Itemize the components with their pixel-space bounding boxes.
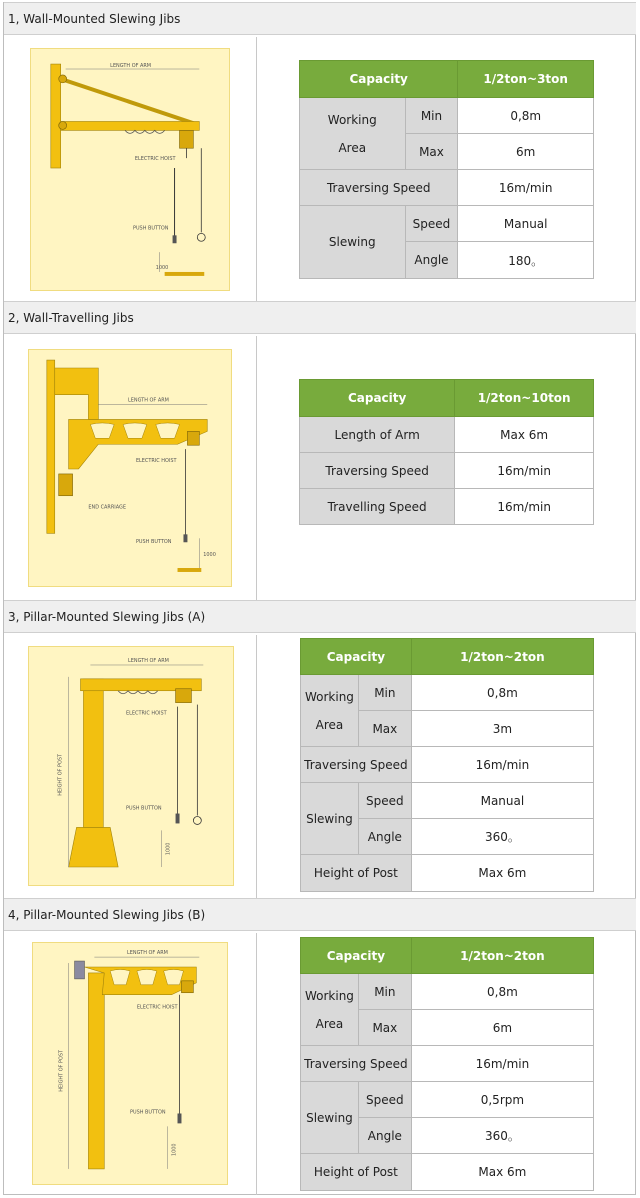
header-capacity: Capacity	[301, 639, 412, 675]
label-length-of-arm: LENGTH OF ARM	[127, 950, 168, 957]
pillar-jib-a-drawing	[29, 647, 233, 885]
label-working-area	[301, 675, 359, 747]
label-travelling-speed: Travelling Speed	[300, 489, 455, 525]
spec-table-wall-travelling	[299, 379, 594, 525]
value-height-of-post: Max 6m	[411, 1154, 593, 1191]
label-working: Working	[304, 689, 354, 704]
label-electric-hoist: ELECTRIC HOIST	[135, 458, 177, 465]
label-min: Min	[358, 675, 411, 711]
label-working-area	[300, 98, 406, 170]
header-capacity: Capacity	[301, 938, 412, 974]
label-electric-hoist: ELECTRIC HOIST	[134, 156, 176, 163]
spec-table-wall-mounted	[299, 60, 594, 279]
diagram-pillar-mounted-jib-a	[28, 646, 234, 886]
diagram-wall-travelling-jib	[28, 349, 232, 587]
label-traversing-speed: Traversing Speed	[300, 453, 455, 489]
label-height-1000: 1000	[203, 552, 216, 559]
label-max: Max	[405, 134, 458, 170]
wall-mounted-jib-drawing	[31, 49, 229, 290]
label-slewing: Slewing	[301, 1082, 359, 1154]
value-angle: 360。	[411, 819, 593, 855]
label-angle: Angle	[405, 242, 458, 279]
value-max: 3m	[411, 711, 593, 747]
value-speed: Manual	[458, 206, 594, 242]
value-min: 0,8m	[458, 98, 594, 134]
header-capacity: Capacity	[300, 61, 458, 98]
label-electric-hoist: ELECTRIC HOIST	[136, 1004, 178, 1011]
label-push-button: PUSH BUTTON	[130, 1109, 166, 1116]
label-area: Area	[315, 717, 344, 732]
label-max: Max	[358, 711, 411, 747]
label-working: Working	[304, 988, 354, 1003]
label-angle: Angle	[358, 1118, 411, 1154]
diagram-pillar-mounted-jib-b	[32, 942, 228, 1185]
label-min: Min	[358, 974, 411, 1010]
label-height-of-post: HEIGHT OF POST	[58, 1049, 65, 1092]
label-length-of-arm: LENGTH OF ARM	[110, 63, 152, 70]
column-divider	[256, 336, 257, 600]
value-max: 6m	[458, 134, 594, 170]
spec-table-pillar-mounted-a	[300, 638, 594, 892]
label-slewing: Slewing	[300, 206, 406, 279]
value-min: 0,8m	[411, 675, 593, 711]
label-traversing-speed: Traversing Speed	[301, 747, 412, 783]
label-speed: Speed	[358, 1082, 411, 1118]
value-angle: 360。	[411, 1118, 593, 1154]
section-title-wall-travelling: 2, Wall-Travelling Jibs	[4, 301, 636, 334]
value-max: 6m	[411, 1010, 593, 1046]
header-capacity-value: 1/2ton~3ton	[458, 61, 594, 98]
label-min: Min	[405, 98, 458, 134]
label-push-button: PUSH BUTTON	[132, 225, 169, 232]
label-angle: Angle	[358, 819, 411, 855]
value-length-of-arm: Max 6m	[455, 417, 594, 453]
header-capacity-value: 1/2ton~2ton	[411, 938, 593, 974]
column-divider	[256, 37, 257, 301]
label-area: Area	[315, 1016, 344, 1031]
label-traversing-speed: Traversing Speed	[301, 1046, 412, 1082]
label-working-area	[301, 974, 359, 1046]
label-traversing-speed: Traversing Speed	[300, 170, 458, 206]
label-slewing: Slewing	[301, 783, 359, 855]
label-push-button: PUSH BUTTON	[126, 805, 162, 812]
label-push-button: PUSH BUTTON	[135, 539, 172, 546]
label-speed: Speed	[358, 783, 411, 819]
value-traversing-speed: 16m/min	[455, 453, 594, 489]
section-title-pillar-mounted-b: 4, Pillar-Mounted Slewing Jibs (B)	[4, 898, 636, 931]
label-length-of-arm: LENGTH OF ARM	[128, 397, 169, 404]
section-title-pillar-mounted-a: 3, Pillar-Mounted Slewing Jibs (A)	[4, 600, 636, 633]
label-max: Max	[358, 1010, 411, 1046]
wall-travelling-jib-drawing	[29, 350, 231, 586]
label-length-of-arm: Length of Arm	[300, 417, 455, 453]
label-height-of-post: Height of Post	[301, 855, 412, 892]
label-length-of-arm: LENGTH OF ARM	[128, 658, 169, 665]
value-angle: 180。	[458, 242, 594, 279]
label-height-1000: 1000	[155, 264, 169, 271]
value-min: 0,8m	[411, 974, 593, 1010]
header-capacity-value: 1/2ton~10ton	[455, 380, 594, 417]
label-speed: Speed	[405, 206, 458, 242]
label-end-carriage: END CARRIAGE	[88, 504, 126, 511]
value-travelling-speed: 16m/min	[455, 489, 594, 525]
label-height-1000: 1000	[171, 1143, 178, 1157]
spec-table-pillar-mounted-b	[300, 937, 594, 1191]
label-electric-hoist: ELECTRIC HOIST	[126, 710, 167, 717]
value-traversing-speed: 16m/min	[411, 747, 593, 783]
column-divider	[256, 933, 257, 1195]
header-capacity: Capacity	[300, 380, 455, 417]
label-height-1000: 1000	[165, 842, 172, 856]
value-traversing-speed: 16m/min	[411, 1046, 593, 1082]
pillar-jib-b-drawing	[33, 943, 227, 1184]
section-title-wall-mounted: 1, Wall-Mounted Slewing Jibs	[4, 2, 636, 35]
value-speed: Manual	[411, 783, 593, 819]
label-area: Area	[338, 140, 367, 155]
diagram-wall-mounted-jib	[30, 48, 230, 291]
value-traversing-speed: 16m/min	[458, 170, 594, 206]
header-capacity-value: 1/2ton~2ton	[411, 639, 593, 675]
label-height-of-post: Height of Post	[301, 1154, 412, 1191]
label-height-of-post: HEIGHT OF POST	[57, 753, 64, 796]
label-working: Working	[327, 112, 377, 127]
value-height-of-post: Max 6m	[411, 855, 593, 892]
value-speed: 0,5rpm	[411, 1082, 593, 1118]
column-divider	[256, 635, 257, 898]
